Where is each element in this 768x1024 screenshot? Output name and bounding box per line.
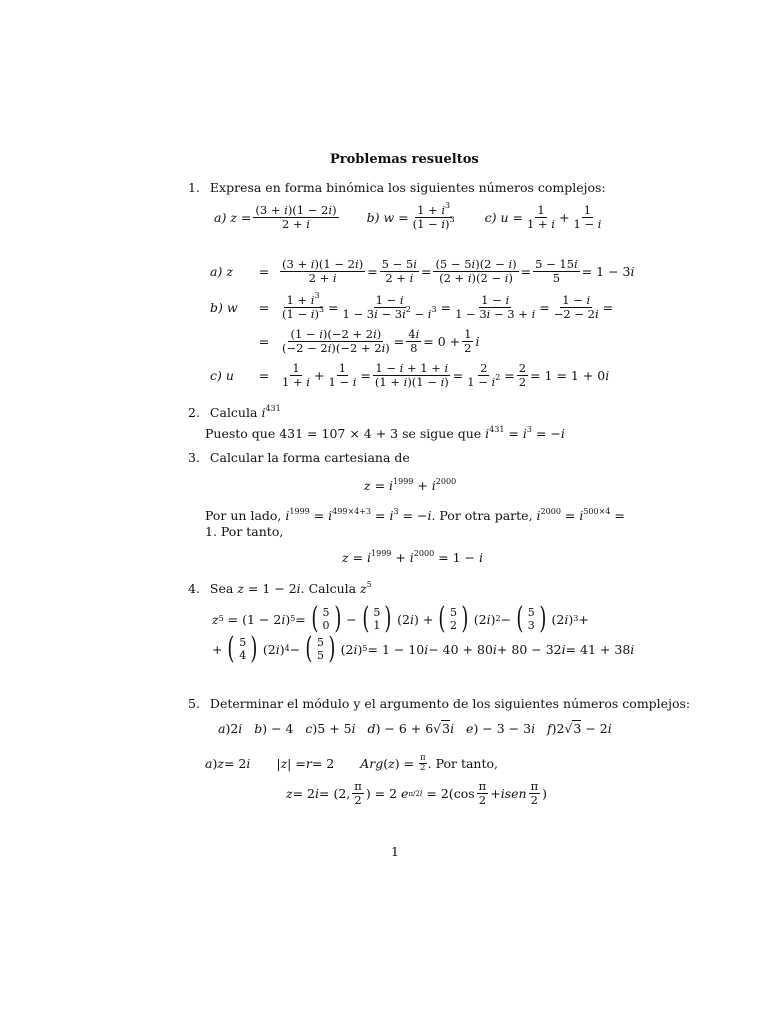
page-title: Problemas resueltos (330, 152, 479, 167)
problem-5-list: a)2i b) − 4 c)5 + 5i d) − 6 + 6√3i e) − 3 − 3i f)2√3 − 2i (218, 721, 612, 736)
label-a: a) (214, 210, 227, 225)
problem-number: 3. (188, 450, 200, 465)
problem-5-solution-a: a ) z = 2 i | z | = r = 2 Arg ( z ) = π 2 . Por tanto, (205, 753, 498, 773)
problem-1-given: a) z = $\frac{(3 + i)(1 - 2i)}{2 + i}$ b) w = $\frac{1 + i^3}{(1 - i)^3}$ c) u = $\frac{1}{1 + i}$ + $\frac{1}{1 - i}$ (214, 201, 602, 231)
problem-1-statement (188, 180, 606, 195)
solution-c: c) u = $\frac{1}{1 + i}$ + $\frac{1}{1 - i}$ = $\frac{1 - i + 1 + i}{(1 + i)(1 - i)}$ = $\frac{2}{1 - i^2}$ = $\frac{2}{2}$ = 1 = 1 + 0 i (210, 361, 610, 389)
problem-2-statement: 2. Calcula $i^{431}$ (188, 404, 281, 420)
page-number: 1 (391, 844, 399, 859)
problem-text: Expresa en forma binómica los siguientes números complejos: (209, 180, 606, 195)
problem-text: Determinar el módulo y el argumento de los siguientes números complejos: (209, 696, 691, 711)
problem-text: Calcular la forma cartesiana de (209, 450, 410, 465)
problem-number: 5. (188, 696, 200, 711)
problem-2-solution: Puesto que 431 = 107 × 4 + 3 se sigue que $i^{431} = i^3 = -i$ (205, 425, 565, 441)
problem-number: 1. (188, 180, 200, 195)
solution-b-cont: = $\frac{(1 - i)(-2 + 2i)}{(-2 - 2i)(-2 + 2i)}$ = $\frac{4i}{8}$ = 0 + $\frac{1}{2}$ i (258, 327, 480, 355)
problem-number: 2. (188, 405, 200, 420)
problem-3-expression: $z = i^{1999} + i^{2000}$ (364, 477, 457, 493)
problem-5-solution-a-result: z = 2 i = (2, $\frac{\pi}{2}$ ) = 2 e π/2i = 2(cos $\frac{\pi}{2}$ + isen $\frac{\pi}{2}$ ) (286, 779, 548, 807)
problem-4-expansion-2: + ( 5 4 ) (2 i ) 4 − ( 5 5 ) (2 i ) 5 = 1 − 10 i − 40 + 80 i + 80 − 32 i = 41 + 38 i (212, 631, 635, 666)
problem-number: 4. (188, 581, 200, 596)
problem-3-line-2: 1. Por tanto, (205, 524, 284, 539)
problem-text: Calcula (209, 405, 258, 420)
problem-4-statement: 4. Sea z = 1 − 2i. Calcula $z^5$ (188, 580, 372, 596)
problem-5-statement (188, 696, 690, 711)
problem-3-statement (188, 450, 410, 465)
solution-b: b) w = $\frac{1 + i^3}{(1 - i)^3}$ = $\frac{1 - i}{1 - 3i - 3i^2 - i^3}$ = $\frac{1 - i}{1 - 3i - 3 + i}$ = $\frac{1 - i}{-2 - 2i}$ = (210, 291, 614, 321)
solution-a: a) z = $\frac{(3 + i)(1 - 2i)}{2 + i}$ = $\frac{5 - 5i}{2 + i}$ = $\frac{(5 - 5i)(2 - i)}{(2 + i)(2 - i)}$ = $\frac{5 - 15i}{5}$ = 1 − 3 i (210, 257, 635, 285)
problem-3-result: $z = i^{1999} + i^{2000} = 1 - i$ (342, 549, 483, 565)
problem-3-line-1: Por un lado, $i^{1999} = i^{499\times 4+3} = i^3 = -i$. Por otra parte, $i^{2000} = i^{500\times 4}$ = (205, 507, 625, 523)
label-c: c) (484, 210, 497, 225)
label-b: b) (366, 210, 380, 225)
problem-4-expansion-1: z 5 = (1 − 2 i ) 5 = ( 5 0 ) − ( 5 1 ) (2 i ) + ( 5 2 ) (2 i ) 2 − ( 5 3 ) (2 i ) 3 + (212, 601, 589, 636)
